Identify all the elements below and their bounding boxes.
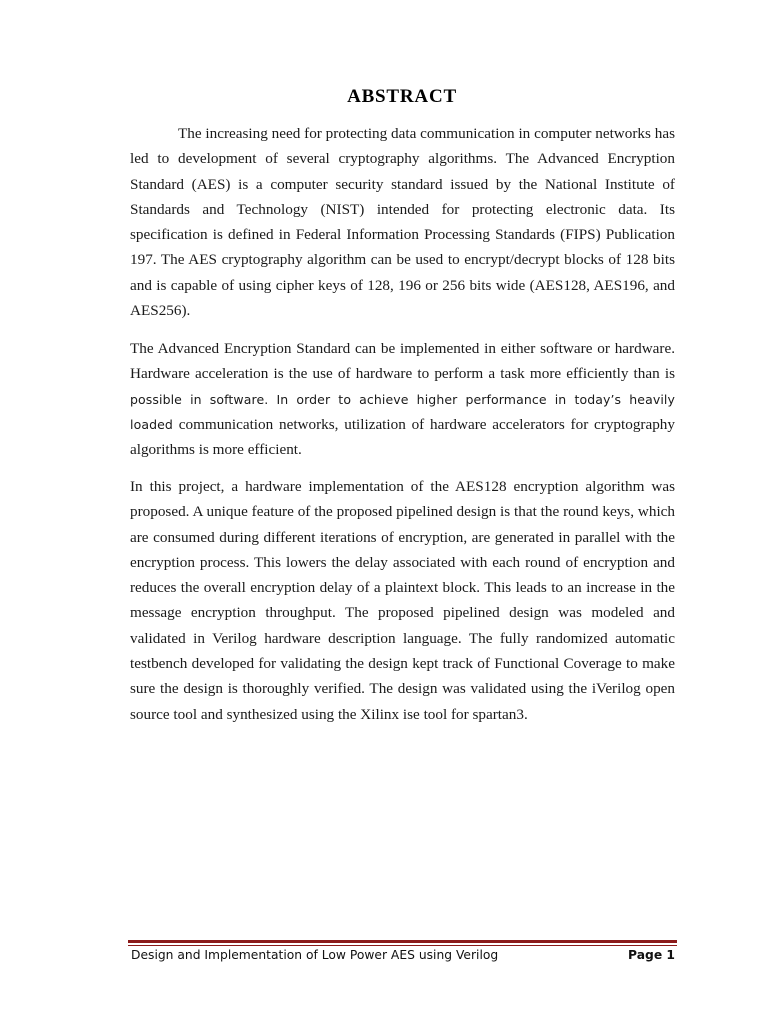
footer-rule-thin [128,945,677,946]
abstract-paragraph-1 [130,121,675,323]
paragraph-2-text-a: The Advanced Encryption Standard can be implemented in either software or hardware. Hardware acceleration is the use of hardware to perform a task more efficiently than is [130,340,675,383]
footer-rule-thick [128,940,677,943]
paragraph-2-text-c: communication networks, utilization of hardware accelerators for cryptography algorithms is more efficient. [130,415,675,459]
paragraph-1-text: The increasing need for protecting data communication in computer networks has led to development of several cryptography algorithms. The Advanced Encryption Standard (AES) is a computer security standard issued by the National Institute of Standards and Technology (NIST) intended for protecting electronic data. Its specification is defined in Federal Information Processing Standards (FIPS) Publication 197. The AES cryptography algorithm can be used to encrypt/decrypt blocks of 128 bits and is capable of using cipher keys of 128, 196 or 256 bits wide (AES128, AES196, and AES256). [130,125,675,320]
footer-page-number: Page 1 [628,948,675,962]
abstract-paragraph-3 [130,474,675,727]
paragraph-2-text-b: possible in software. In order to achieve higher performance in today’s heavily loaded [130,391,675,432]
paragraph-3-text: In this project, a hardware implementation of the AES128 encryption algorithm was proposed. A unique feature of the proposed pipelined design is that the round keys, which are consumed during different iterations of encryption, are generated in parallel with the encryption process. This lowers the delay associated with each round of encryption and reduces the overall encryption delay of a plaintext block. This leads to an increase in the message encryption throughput. The proposed pipelined design was modeled and validated in Verilog hardware description language. The fully randomized automatic testbench developed for validating the design kept track of Functional Coverage to make sure the design is thoroughly verified. The design was validated using the iVerilog open source tool and synthesized using the Xilinx ise tool for spartan3. [130,478,675,723]
abstract-paragraph-2 [130,336,675,462]
footer-document-title: Design and Implementation of Low Power AES using Verilog [131,948,499,962]
abstract-heading: ABSTRACT [347,86,457,107]
